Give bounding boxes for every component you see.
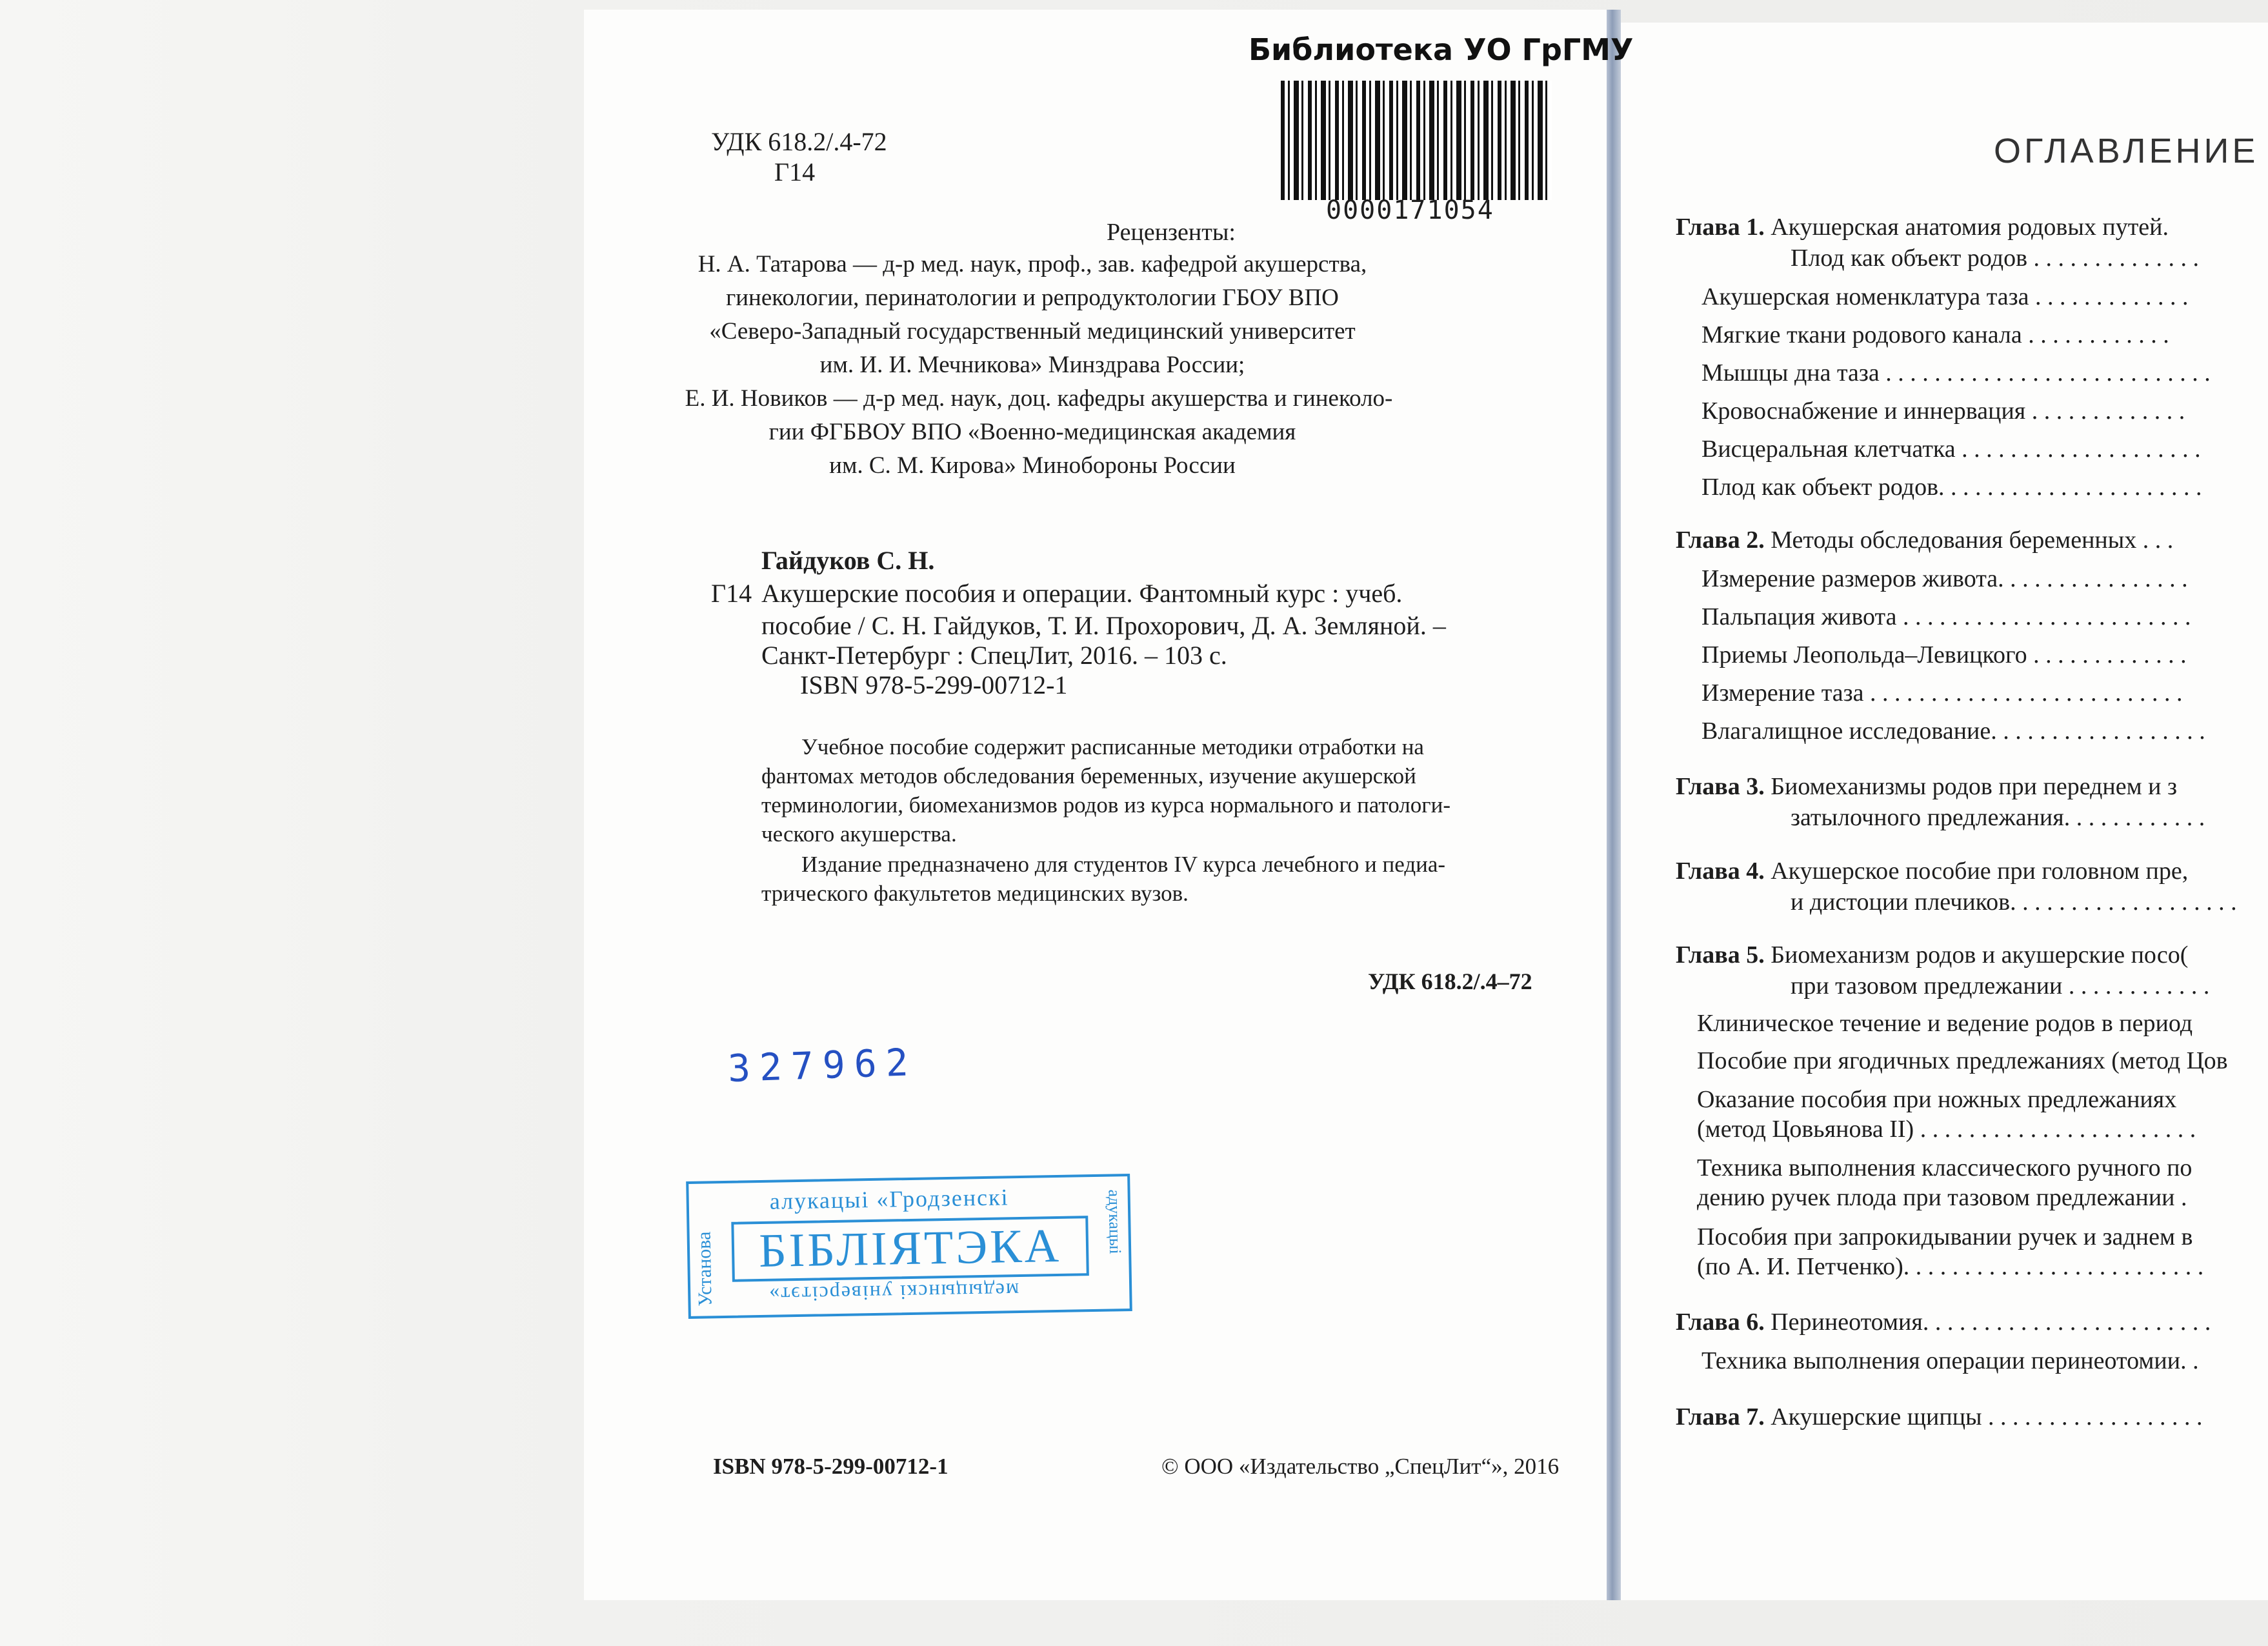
toc-chapter-6: [1676, 1308, 2211, 1336]
toc-section: Техника выполнения классического ручного по: [1697, 1154, 2193, 1181]
barcode-image: [1281, 81, 1552, 200]
toc-chapter-title-cont: при тазовом предлежании . . . . . . . . . . . .: [1791, 972, 2210, 999]
reviewers-title: Рецензенты:: [1107, 219, 1236, 246]
reviewer-line: гинекологии, перинатологии и репродуктологии ГБОУ ВПО: [726, 285, 1339, 311]
toc-section: Мягкие ткани родового канала . . . . . . . . . . . .: [1701, 321, 2169, 348]
toc-section: Кровоснабжение и иннервация . . . . . . . . . . . . .: [1701, 397, 2185, 425]
book-author: Гайдуков С. Н.: [761, 546, 935, 575]
isbn-bottom: ISBN 978-5-299-00712-1: [713, 1454, 948, 1479]
barcode-number: 0000171054: [1326, 196, 1494, 225]
toc-chapter-title-cont: затылочного предлежания. . . . . . . . . . . .: [1791, 804, 2205, 831]
udk-code-top: УДК 618.2/.4-72: [711, 127, 887, 156]
toc-chapter-label: Глава 4.: [1676, 858, 1765, 885]
abstract-line: трического факультетов медицинских вузов.: [761, 881, 1189, 906]
reviewer-line: «Северо-Западный государственный медицинский университет: [709, 318, 1356, 345]
toc-chapter-title: Биомеханизм родов и акушерские посо(: [1771, 941, 2189, 969]
toc-chapter-label: Глава 3.: [1676, 773, 1765, 800]
abstract-line: терминологии, биомеханизмов родов из курса нормального и патологи-: [761, 792, 1451, 818]
reviewer-line: гии ФГБВОУ ВПО «Военно-медицинская академия: [768, 419, 1296, 445]
toc-section: Висцеральная клетчатка . . . . . . . . . . . . . . . . . . . .: [1701, 436, 2201, 463]
toc-section: Влагалищное исследование. . . . . . . . . . . . . . . . . .: [1701, 718, 2205, 745]
toc-section: (по А. И. Петченко). . . . . . . . . . . . . . . . . . . . . . . . .: [1697, 1253, 2204, 1280]
inventory-number: 327962: [727, 1039, 918, 1091]
abstract-line: Учебное пособие содержит расписанные методики отработки на: [801, 734, 1424, 759]
toc-section: Оказание пособия при ножных предлежаниях: [1697, 1086, 2177, 1113]
toc-chapter-2: [1676, 526, 2173, 554]
toc-section: Измерение размеров живота. . . . . . . . . . . . . . . .: [1701, 565, 2188, 592]
toc-section: Акушерская номенклатура таза . . . . . . . . . . . . .: [1701, 283, 2189, 310]
book-description-line: Акушерские пособия и операции. Фантомный курс : учеб.: [761, 579, 1403, 608]
toc-section: Пальпация живота . . . . . . . . . . . . . . . . . . . . . . . .: [1701, 603, 2191, 630]
toc-chapter-1: [1676, 213, 2169, 241]
library-stamp: [686, 1174, 1132, 1319]
book-spine: [1607, 10, 1621, 1600]
toc-section: Клиническое течение и ведение родов в период: [1697, 1010, 2193, 1037]
stamp-side-text-right: адукацыі: [1105, 1189, 1125, 1254]
toc-chapter-label: Глава 1.: [1676, 214, 1765, 241]
reviewer-line: Е. И. Новиков — д-р мед. наук, доц. кафедры акушерства и гинеколо-: [685, 385, 1393, 412]
toc-chapter-title-cont: и дистоции плечиков. . . . . . . . . . . . . . . . . . .: [1791, 888, 2237, 916]
reviewer-line: им. С. М. Кирова» Минобороны России: [829, 452, 1236, 479]
toc-chapter-title-cont: Плод как объект родов . . . . . . . . . . . . . .: [1791, 245, 2200, 272]
catalog-index-top: Г14: [774, 157, 816, 186]
reviewer-line: им. И. И. Мечникова» Минздрава России;: [819, 352, 1245, 378]
toc-section: Пособие при ягодичных предлежаниях (метод Цов: [1697, 1047, 2228, 1074]
udk-code-bottom: УДК 618.2/.4–72: [1368, 969, 1532, 994]
toc-chapter-4: [1676, 857, 2188, 885]
toc-chapter-title: Перинеотомия. . . . . . . . . . . . . . . . . . . . . . . .: [1771, 1309, 2211, 1336]
toc-chapter-title: Акушерское пособие при головном пре,: [1771, 858, 2189, 885]
toc-section: (метод Цовьянова II) . . . . . . . . . . . . . . . . . . . . . . .: [1697, 1116, 2196, 1143]
toc-chapter-label: Глава 7.: [1676, 1403, 1765, 1430]
toc-chapter-5: [1676, 941, 2188, 969]
abstract-line: фантомах методов обследования беременных, изучение акушерской: [761, 763, 1416, 788]
book-description-line: Санкт-Петербург : СпецЛит, 2016. – 103 с.: [761, 641, 1227, 670]
toc-chapter-label: Глава 6.: [1676, 1309, 1765, 1336]
toc-section: Плод как объект родов. . . . . . . . . . . . . . . . . . . . . .: [1701, 474, 2202, 501]
copyright-notice: © ООО «Издательство „СпецЛит“», 2016: [1161, 1454, 1560, 1479]
abstract-line: Издание предназначено для студентов IV курса лечебного и педиа-: [801, 852, 1446, 877]
toc-chapter-label: Глава 5.: [1676, 941, 1765, 969]
book-isbn: ISBN 978-5-299-00712-1: [800, 670, 1068, 699]
toc-chapter-label: Глава 2.: [1676, 527, 1765, 554]
toc-section: дению ручек плода при тазовом предлежании .: [1697, 1184, 2187, 1211]
abstract-line: ческого акушерства.: [761, 821, 957, 847]
toc-title: ОГЛАВЛЕНИЕ: [1994, 132, 2259, 170]
stamp-main-text: БІБЛІЯТЭКА: [731, 1216, 1089, 1282]
toc-section: Измерение таза . . . . . . . . . . . . . . . . . . . . . . . . . .: [1701, 679, 2183, 707]
stamp-side-text-left: Установа: [693, 1231, 716, 1307]
toc-chapter-title: Акушерская анатомия родовых путей.: [1771, 214, 2169, 241]
toc-chapter-title: Методы обследования беременных . . .: [1771, 527, 2174, 554]
catalog-index: Г14: [711, 579, 752, 608]
stamp-top-text: алукацыі «Гродзенскі: [769, 1184, 1009, 1214]
book-description-line: пособие / С. Н. Гайдуков, Т. И. Прохорович, Д. А. Земляной. –: [761, 611, 1446, 640]
reviewer-line: Н. А. Татарова — д-р мед. наук, проф., зав. кафедрой акушерства,: [697, 251, 1367, 277]
toc-chapter-7: [1676, 1403, 2203, 1431]
toc-section: Пособия при запрокидывании ручек и заднем в: [1697, 1223, 2193, 1250]
toc-chapter-3: [1676, 772, 2177, 801]
toc-chapter-title: Биомеханизмы родов при переднем и з: [1771, 773, 2178, 800]
toc-chapter-title: Акушерские щипцы . . . . . . . . . . . . . . . . . .: [1771, 1403, 2203, 1430]
toc-section: Техника выполнения операции перинеотомии. .: [1701, 1347, 2199, 1374]
toc-section: Мышцы дна таза . . . . . . . . . . . . . . . . . . . . . . . . . . .: [1701, 359, 2211, 386]
toc-section: Приемы Леопольда–Левицкого . . . . . . . . . . . . .: [1701, 641, 2187, 668]
library-label: Библиотека УО ГрГМУ: [1249, 32, 1634, 67]
stamp-bottom-text: медыцынскі універсітэт»: [767, 1279, 1019, 1307]
